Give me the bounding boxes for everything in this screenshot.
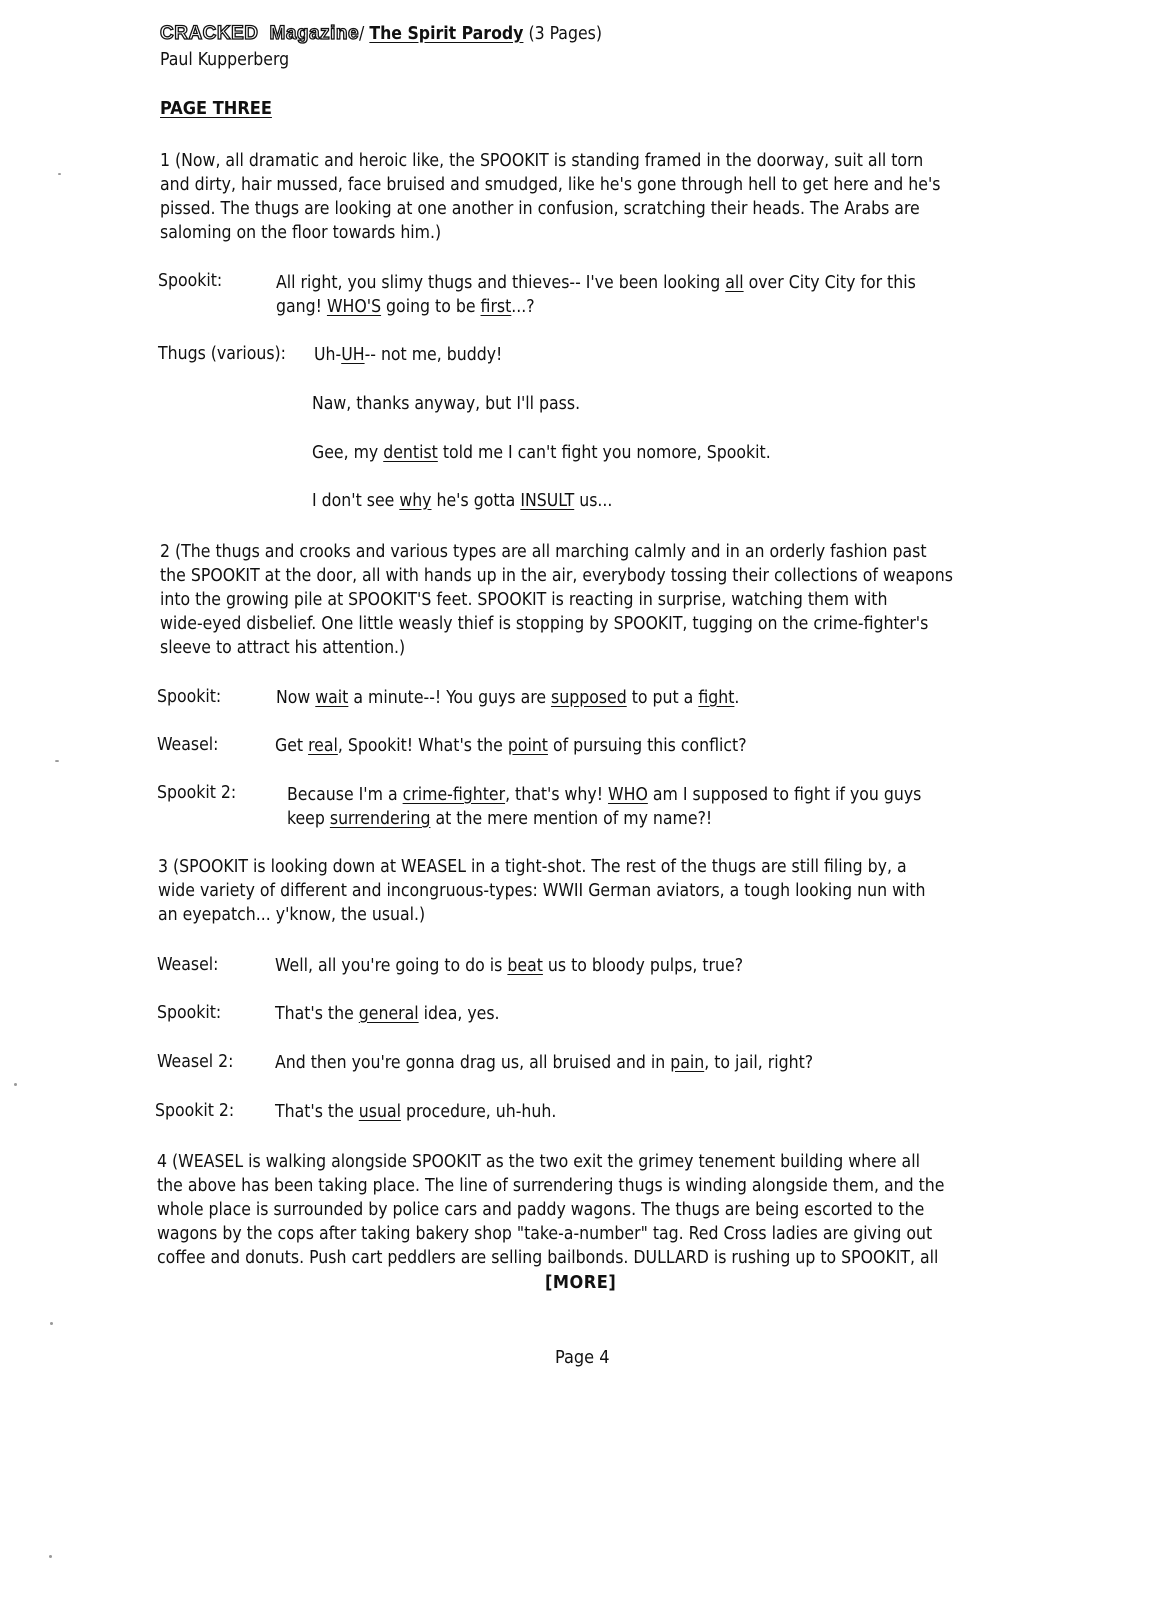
speaker-label: Weasel: [157,735,219,755]
page-number: Page 4 [555,1347,610,1368]
dialogue-line: All right, you slimy thugs and thieves-- I've been looking all over City City for this [276,273,916,293]
dialogue-line: Now wait a minute--! You guys are supposed to put a fight. [276,688,740,708]
more-marker: [MORE] [545,1272,617,1293]
header-pages: (3 Pages) [528,24,602,44]
dialogue-line: That's the general idea, yes. [275,1004,500,1024]
panel-1-line: pissed. The thugs are looking at one another in confusion, scratching their heads. The Arabs are [160,199,920,219]
speaker-label: Spookit: [157,1003,222,1023]
dialogue-line: That's the usual procedure, uh-huh. [275,1102,557,1122]
author-name: Paul Kupperberg [160,50,290,70]
panel-2-line: wide-eyed disbelief. One little weasly thief is stopping by SPOOKIT, tugging on the crime-fighter's [160,614,929,634]
dialogue-line: Because I'm a crime-fighter, that's why! WHO am I supposed to fight if you guys [287,785,922,805]
dialogue-line: Gee, my dentist told me I can't fight you nomore, Spookit. [312,443,771,463]
panel-4-line: whole place is surrounded by police cars and paddy wagons. The thugs are being escorted to the [157,1200,925,1220]
panel-2-line: sleeve to attract his attention.) [160,638,406,658]
dialogue-line: Naw, thanks anyway, but I'll pass. [312,394,581,414]
speaker-label: Weasel: [157,955,219,975]
header-slash: / [359,24,365,44]
panel-2-line: 2 (The thugs and crooks and various types are all marching calmly and in an orderly fashion past [160,542,927,562]
panel-1-line: saloming on the floor towards him.) [160,223,442,243]
scan-speck [55,760,59,762]
panel-1-line: 1 (Now, all dramatic and heroic like, the SPOOKIT is standing framed in the doorway, suit all torn [160,151,924,171]
panel-4-line: coffee and donuts. Push cart peddlers are selling bailbonds. DULLARD is rushing up to SPOOKIT, all [157,1248,939,1268]
page-heading: PAGE THREE [160,98,272,119]
header-title: The Spirit Parody [369,24,524,44]
speaker-label: Weasel 2: [157,1052,234,1072]
scan-speck [49,1555,52,1558]
panel-4-line: wagons by the cops after taking bakery shop "take-a-number" tag. Red Cross ladies are giving out [157,1224,933,1244]
panel-3-line: 3 (SPOOKIT is looking down at WEASEL in a tight-shot. The rest of the thugs are still filing by, a [158,857,907,877]
header-line [160,22,602,46]
speaker-label: Spookit 2: [157,783,237,803]
dialogue-line: Get real, Spookit! What's the point of pursuing this conflict? [275,736,747,756]
dialogue-line: Well, all you're going to do is beat us to bloody pulps, true? [275,956,744,976]
dialogue-line: Uh-UH-- not me, buddy! [314,345,503,365]
dialogue-line: I don't see why he's gotta INSULT us... [312,491,613,511]
brand-magazine: Magazine [269,23,360,44]
dialogue-line: And then you're gonna drag us, all bruised and in pain, to jail, right? [275,1053,814,1073]
panel-1-line: and dirty, hair mussed, face bruised and smudged, like he's gone through hell to get here and he's [160,175,941,195]
panel-4-line: the above has been taking place. The line of surrendering thugs is winding alongside them, and the [157,1176,945,1196]
panel-2-line: into the growing pile at SPOOKIT'S feet. SPOOKIT is reacting in surprise, watching them with [160,590,888,610]
dialogue-line: gang! WHO'S going to be first...? [276,297,535,317]
speaker-label: Spookit 2: [155,1101,235,1121]
brand-cracked: CRACKED [160,23,259,44]
panel-2-line: the SPOOKIT at the door, all with hands up in the air, everybody tossing their collections of weapons [160,566,953,586]
speaker-label: Spookit: [157,687,222,707]
scan-speck [14,1083,17,1086]
speaker-label: Spookit: [158,271,223,291]
dialogue-line: keep surrendering at the mere mention of my name?! [287,809,713,829]
panel-4-line: 4 (WEASEL is walking alongside SPOOKIT as the two exit the grimey tenement building where all [157,1152,920,1172]
speaker-label: Thugs (various): [158,344,286,364]
scan-speck [58,173,61,175]
scan-speck [50,1322,53,1325]
panel-3-line: an eyepatch... y'know, the usual.) [158,905,426,925]
panel-3-line: wide variety of different and incongruous-types: WWII German aviators, a tough looking nun with [158,881,926,901]
